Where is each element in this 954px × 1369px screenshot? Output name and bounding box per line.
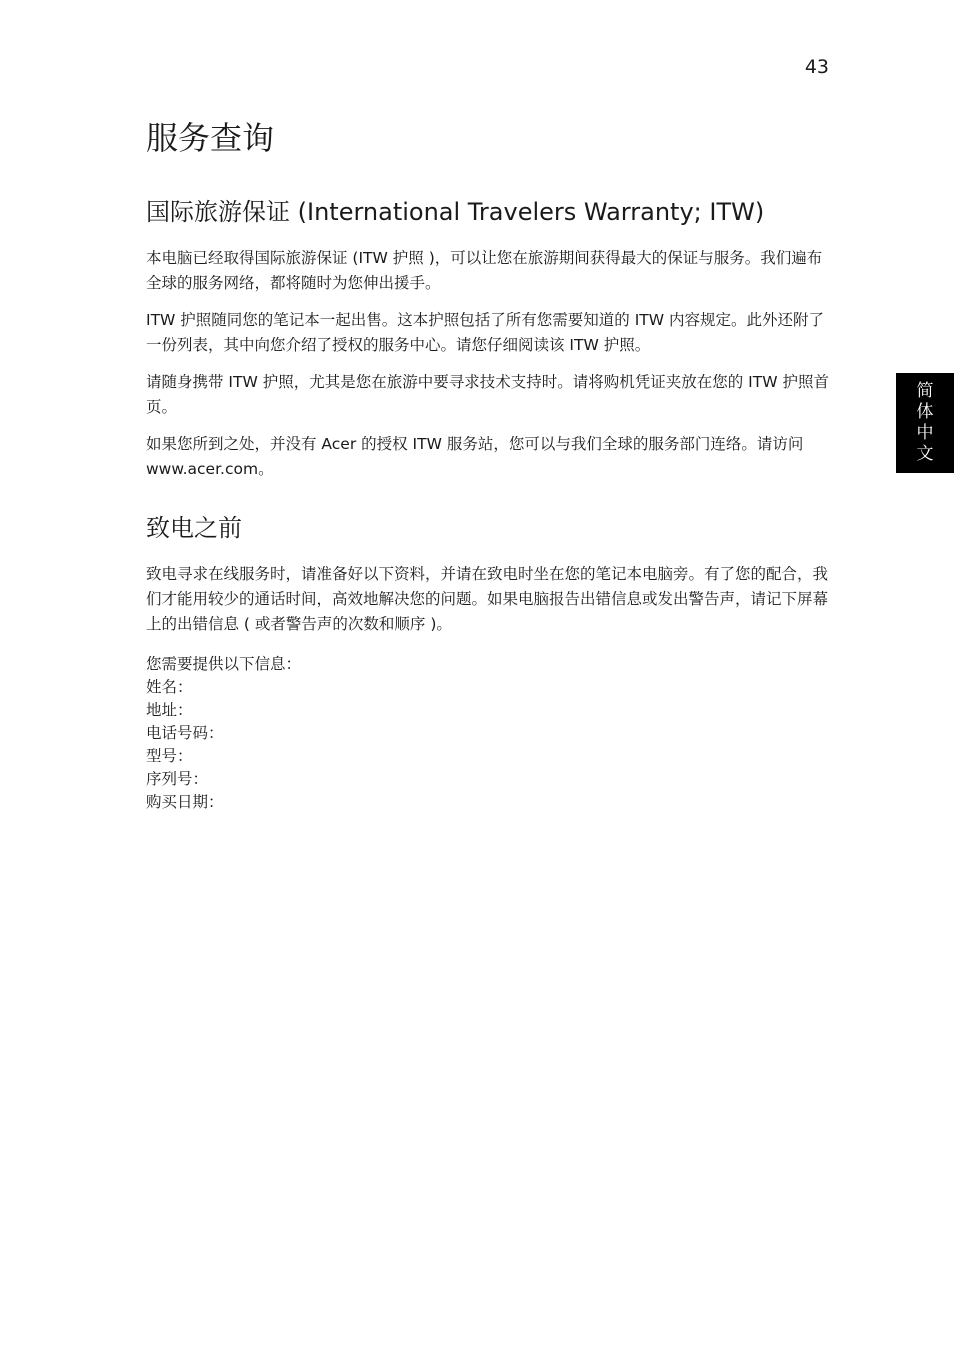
language-tab-char: 体 xyxy=(916,402,934,422)
info-list xyxy=(146,653,836,814)
section-title-itw: 国际旅游保证 (International Travelers Warranty; ITW) xyxy=(146,198,765,226)
info-list-item: 电话号码： xyxy=(146,724,224,742)
paragraph-contact xyxy=(146,432,836,482)
info-list-item: 您需要提供以下信息： xyxy=(146,655,302,673)
paragraph: 致电寻求在线服务时，请准备好以下资料，并请在致电时坐在您的笔记本电脑旁。有了您的配合，我们才能用较少的通话时间，高效地解决您的问题。如果电脑报告出错信息或发出警告声，请记下屏幕上的出错信息 ( 或者警告声的次数和顺序 )。 xyxy=(146,565,829,633)
paragraph-text: 。 xyxy=(258,460,274,478)
info-list-item: 购买日期： xyxy=(146,793,224,811)
language-tab xyxy=(896,373,954,473)
paragraph-text: 如果您所到之处，并没有 Acer 的授权 ITW 服务站，您可以与我们全球的服务部门连络。请访问 xyxy=(146,435,804,453)
paragraph: 请随身携带 ITW 护照，尤其是您在旅游中要寻求技术支持时。请将购机凭证夹放在您的 ITW 护照首页。 xyxy=(146,373,829,416)
page-content xyxy=(146,118,836,814)
acer-website-link[interactable]: www.acer.com xyxy=(146,460,259,478)
page-number: 43 xyxy=(804,56,829,78)
info-list-item: 序列号： xyxy=(146,770,209,788)
paragraph: ITW 护照随同您的笔记本一起出售。这本护照包括了所有您需要知道的 ITW 内容规定。此外还附了一份列表，其中向您介绍了授权的服务中心。请您仔细阅读该 ITW 护照。 xyxy=(146,311,825,354)
info-list-item: 地址： xyxy=(146,701,193,719)
language-tab-char: 中 xyxy=(916,423,934,443)
section-title-before-calling: 致电之前 xyxy=(146,514,242,542)
language-tab-char: 简 xyxy=(916,381,934,401)
page-title: 服务查询 xyxy=(146,119,275,157)
paragraph: 本电脑已经取得国际旅游保证 (ITW 护照 )，可以让您在旅游期间获得最大的保证与服务。我们遍布全球的服务网络，都将随时为您伸出援手。 xyxy=(146,249,823,292)
language-tab-char: 文 xyxy=(916,444,934,464)
info-list-item: 型号： xyxy=(146,747,193,765)
info-list-item: 姓名： xyxy=(146,678,193,696)
